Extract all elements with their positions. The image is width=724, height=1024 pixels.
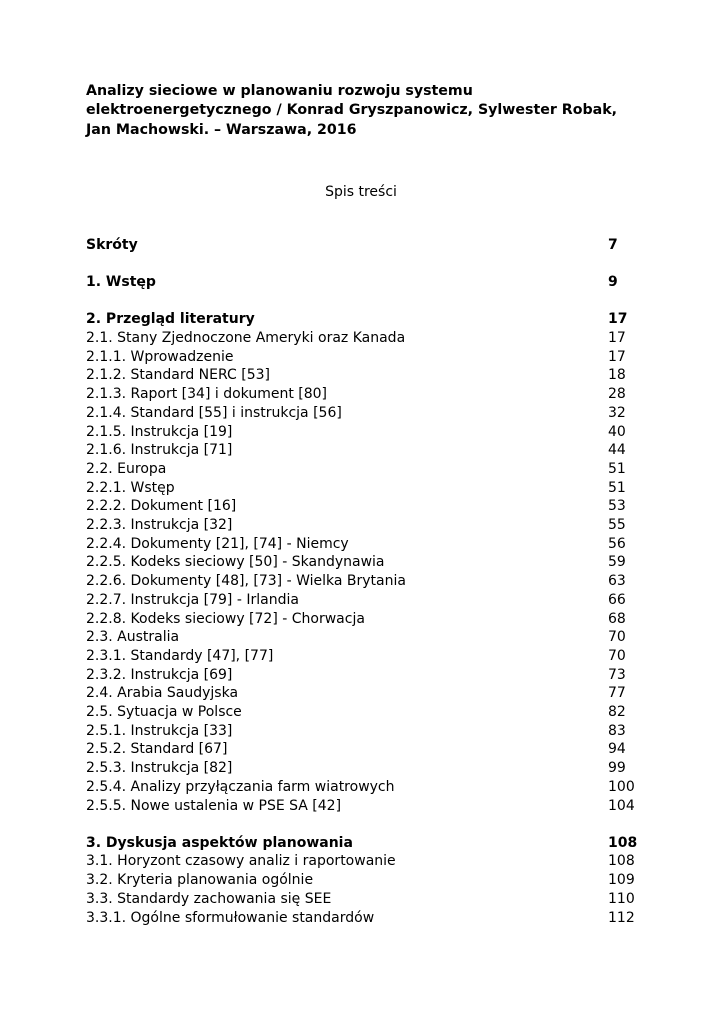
toc-entry-abbreviations: [86, 236, 636, 255]
toc-entry: [86, 909, 636, 928]
toc-entry-page: 40: [608, 423, 626, 440]
toc-entry-page: 100: [608, 778, 635, 795]
toc-entry: [86, 385, 636, 404]
toc-entry-page: 44: [608, 442, 626, 459]
toc-entry: [86, 497, 636, 516]
toc-entry-label: 3.3. Standardy zachowania się SEE: [86, 890, 332, 907]
toc-entry-page: 32: [608, 404, 626, 421]
toc-entry-page: 109: [608, 872, 635, 889]
toc-entry-page: 82: [608, 704, 626, 721]
toc-entry-page: 18: [608, 367, 626, 384]
toc-entry: [86, 759, 636, 778]
toc-entry-page: 63: [608, 573, 626, 590]
toc-entry-label: 1. Wstęp: [86, 274, 156, 291]
toc-entry-label: 2.2.5. Kodeks sieciowy [50] - Skandynawia: [86, 554, 385, 571]
toc-entry: [86, 423, 636, 442]
toc-entry-page: 73: [608, 666, 626, 683]
toc-entry-label: 2.4. Arabia Saudyjska: [86, 685, 239, 702]
toc-entry-label: 2.5.5. Nowe ustalenia w PSE SA [42]: [86, 797, 342, 814]
toc-entry-label: 2.1.3. Raport [34] i dokument [80]: [86, 386, 328, 403]
toc-entry-page: 17: [608, 348, 626, 365]
toc-entry: [86, 740, 636, 759]
toc-entry-label: 2. Przegląd literatury: [86, 311, 255, 328]
toc-entry: [86, 684, 636, 703]
toc-entry-label: 2.1.6. Instrukcja [71]: [86, 442, 233, 459]
toc-entry-page: 83: [608, 722, 626, 739]
toc-entry: [86, 890, 636, 909]
toc-entry: [86, 591, 636, 610]
toc-entry-label: 2.3. Australia: [86, 629, 180, 646]
toc-entry-label: 3. Dyskusja aspektów planowania: [86, 834, 353, 851]
toc-entry-page: 7: [608, 236, 618, 253]
toc-entry: [86, 516, 636, 535]
toc-entry: [86, 572, 636, 591]
toc-entry: [86, 852, 636, 871]
toc-entry-page: 94: [608, 741, 626, 758]
toc-entry-label: 2.1.5. Instrukcja [19]: [86, 423, 233, 440]
toc-entry: [86, 404, 636, 423]
toc-entry-label: 3.1. Horyzont czasowy analiz i raportowanie: [86, 853, 396, 870]
toc-entry: [86, 797, 636, 816]
toc-entry-label: 2.2.7. Instrukcja [79] - Irlandia: [86, 591, 299, 608]
toc-entry: [86, 871, 636, 890]
toc-entry-label: 2.1.2. Standard NERC [53]: [86, 367, 270, 384]
toc-entry-page: 77: [608, 685, 626, 702]
toc-entry-label: 2.2.8. Kodeks sieciowy [72] - Chorwacja: [86, 610, 365, 627]
toc-entry-label: 2.3.1. Standardy [47], [77]: [86, 647, 274, 664]
toc-entry-page: 99: [608, 760, 626, 777]
toc-entry-label: 2.5.1. Instrukcja [33]: [86, 722, 233, 739]
toc-entry-label: 2.3.2. Instrukcja [69]: [86, 666, 233, 683]
document-page: [86, 82, 636, 927]
toc-entry-label: 3.2. Kryteria planowania ogólnie: [86, 872, 314, 889]
toc-entry-page: 55: [608, 517, 626, 534]
toc-entry: [86, 553, 636, 572]
toc-entry: [86, 722, 636, 741]
toc-entry-page: 9: [608, 274, 618, 291]
toc-entry-label: 2.5. Sytuacja w Polsce: [86, 704, 242, 721]
toc-entry: [86, 778, 636, 797]
toc-entry-label: 2.5.4. Analizy przyłączania farm wiatrowych: [86, 778, 395, 795]
toc-entry-page: 51: [608, 479, 626, 496]
toc-entry-label: 2.5.3. Instrukcja [82]: [86, 760, 233, 777]
toc-entry-label: 2.1.4. Standard [55] i instrukcja [56]: [86, 404, 342, 421]
toc-entry-label: 2.5.2. Standard [67]: [86, 741, 228, 758]
toc-entry-page: 53: [608, 498, 626, 515]
toc-entry: [86, 703, 636, 722]
toc-entry-label: 2.2.1. Wstęp: [86, 479, 175, 496]
toc-entry-label: 3.3.1. Ogólne sformułowanie standardów: [86, 909, 375, 926]
toc-entry-page: 66: [608, 591, 626, 608]
toc-entry: [86, 329, 636, 348]
toc-entry-page: 28: [608, 386, 626, 403]
toc-entry-page: 17: [608, 311, 628, 328]
toc-entry: [86, 647, 636, 666]
toc-entry-page: 70: [608, 647, 626, 664]
toc-entry: [86, 460, 636, 479]
toc-heading: Spis treści: [325, 183, 397, 200]
toc-entry-page: 110: [608, 890, 635, 907]
toc-entry-label: 2.2.2. Dokument [16]: [86, 498, 237, 515]
toc-entry-page: 108: [608, 853, 635, 870]
toc-entry: [86, 366, 636, 385]
toc-entry-label: 2.2.4. Dokumenty [21], [74] - Niemcy: [86, 535, 349, 552]
toc-entry-label: 2.1.1. Wprowadzenie: [86, 348, 234, 365]
toc-entry-page: 108: [608, 834, 638, 851]
document-title: Analizy sieciowe w planowaniu rozwoju systemu elektroenergetycznego / Konrad Gryszpanowicz, Sylwester Robak, Jan Machowski. – Warszawa, 2016: [86, 83, 618, 138]
toc-entry-label: 2.1. Stany Zjednoczone Ameryki oraz Kanada: [86, 330, 406, 346]
toc-entry: [86, 479, 636, 498]
toc-entry: [86, 348, 636, 367]
toc-entry-page: 112: [608, 909, 635, 926]
toc-entry-label: Skróty: [86, 236, 138, 253]
toc-entry-page: 59: [608, 554, 626, 571]
toc-entry: [86, 666, 636, 685]
toc-entry-chapter-3: [86, 834, 636, 853]
toc-entry: [86, 535, 636, 554]
toc-entry-page: 68: [608, 610, 626, 627]
toc-entry-chapter-1: [86, 273, 636, 292]
toc-entry-label: 2.2. Europa: [86, 460, 167, 477]
toc-entry-page: 56: [608, 535, 626, 552]
toc-list: [86, 236, 636, 927]
toc-entry-chapter-2: [86, 310, 636, 329]
toc-entry-page: 17: [608, 330, 626, 346]
toc-entry-label: 2.2.3. Instrukcja [32]: [86, 517, 233, 534]
toc-entry: [86, 628, 636, 647]
toc-entry-page: 70: [608, 629, 626, 646]
toc-entry: [86, 441, 636, 460]
toc-entry-page: 51: [608, 460, 626, 477]
toc-entry-label: 2.2.6. Dokumenty [48], [73] - Wielka Brytania: [86, 573, 406, 590]
toc-entry-page: 104: [608, 797, 635, 814]
toc-entry: [86, 610, 636, 629]
